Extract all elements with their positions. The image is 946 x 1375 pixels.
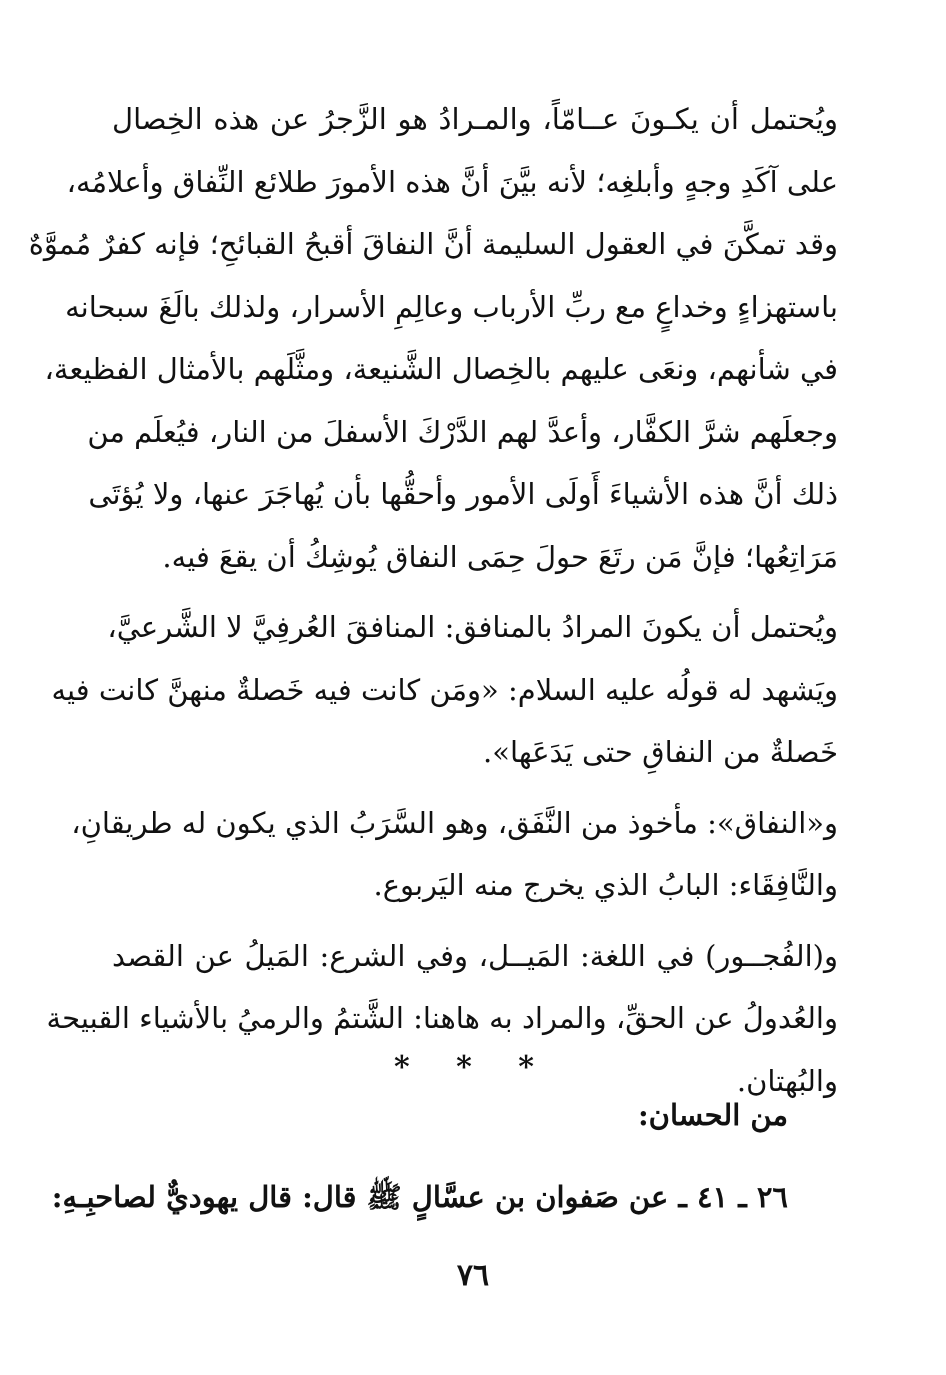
text-line: باستهزاءٍ وخداعٍ مع ربِّ الأرباب وعالِمِ الأسرار، ولذلك بالَغَ سبحانه xyxy=(65,289,838,324)
text-line: في شأنهم، ونعَى عليهم بالخِصال الشَّنيعة، ومثَّلَهم بالأمثال الفظيعة، xyxy=(44,352,838,386)
section-separator: * * * xyxy=(394,1050,552,1085)
text-line: ويَشهد له قولُه عليه السلام: «ومَن كانت فيه خَصلةٌ منهنَّ كانت فيه xyxy=(51,672,838,707)
section-heading: من الحسان: xyxy=(637,1098,788,1132)
text-line: مَرَاتِعُها؛ فإنَّ مَن رتَعَ حولَ حِمَى النفاق يُوشِكُ أن يقعَ فيه. xyxy=(162,539,838,574)
paragraph-2 xyxy=(51,596,838,784)
text-line: وجعلَهم شرَّ الكفَّار، وأعدَّ لهم الدَّرْكَ الأسفلَ من النار، فيُعلَم من xyxy=(87,414,838,449)
text-line: والعُدولُ عن الحقِّ، والمراد به هاهنا: الشَّتمُ والرميُ بالأشياء القبيحة xyxy=(46,1001,838,1035)
page-body xyxy=(28,88,838,1112)
text-line: على آكَدِ وجهٍ وأبلغِه؛ لأنه بيَّنَ أنَّ هذه الأمورَ طلائع النِّفاق وأعلامُه، xyxy=(66,164,838,199)
text-line: و«النفاق»: مأخوذ من النَّفَق، وهو السَّرَبُ الذي يكون له طريقانِ، xyxy=(71,805,838,840)
text-line: والنَّافِقَاء: البابُ الذي يخرج منه اليَربوع. xyxy=(373,868,838,902)
text-line: خَصلةٌ من النفاقِ حتى يَدَعَها». xyxy=(483,735,838,769)
text-line: والبُهتان. xyxy=(736,1063,838,1098)
hadith-intro: ٢٦ ـ ٤١ ـ عن صَفوان بن عسَّالٍ ﷺ قال: قال يهوديٌّ لصاحبِـهِ: xyxy=(51,1180,788,1214)
paragraph-1 xyxy=(28,88,838,588)
text-line: و(الفُجــور) في اللغة: المَيــل، وفي الشرع: المَيلُ عن القصد xyxy=(112,938,838,973)
text-line: ذلك أنَّ هذه الأشياءَ أَولَى الأمور وأحقُّها بأن يُهاجَرَ عنها، ولا يُؤتَى xyxy=(88,477,838,511)
text-line: ويُحتمل أن يكونَ المرادُ بالمنافق: المنافقَ العُرفِيَّ لا الشَّرعيَّ، xyxy=(107,610,838,644)
page-number: ٧٦ xyxy=(456,1258,490,1293)
paragraph-3 xyxy=(71,792,838,917)
text-line: ويُحتمل أن يكـونَ عــامّاً، والمـرادُ هو الزَّجرُ عن هذه الخِصال xyxy=(112,102,838,136)
text-line: وقد تمكَّنَ في العقول السليمة أنَّ النفاقَ أقبحُ القبائحِ؛ فإنه كفرٌ مُموَّهٌ xyxy=(28,227,838,261)
